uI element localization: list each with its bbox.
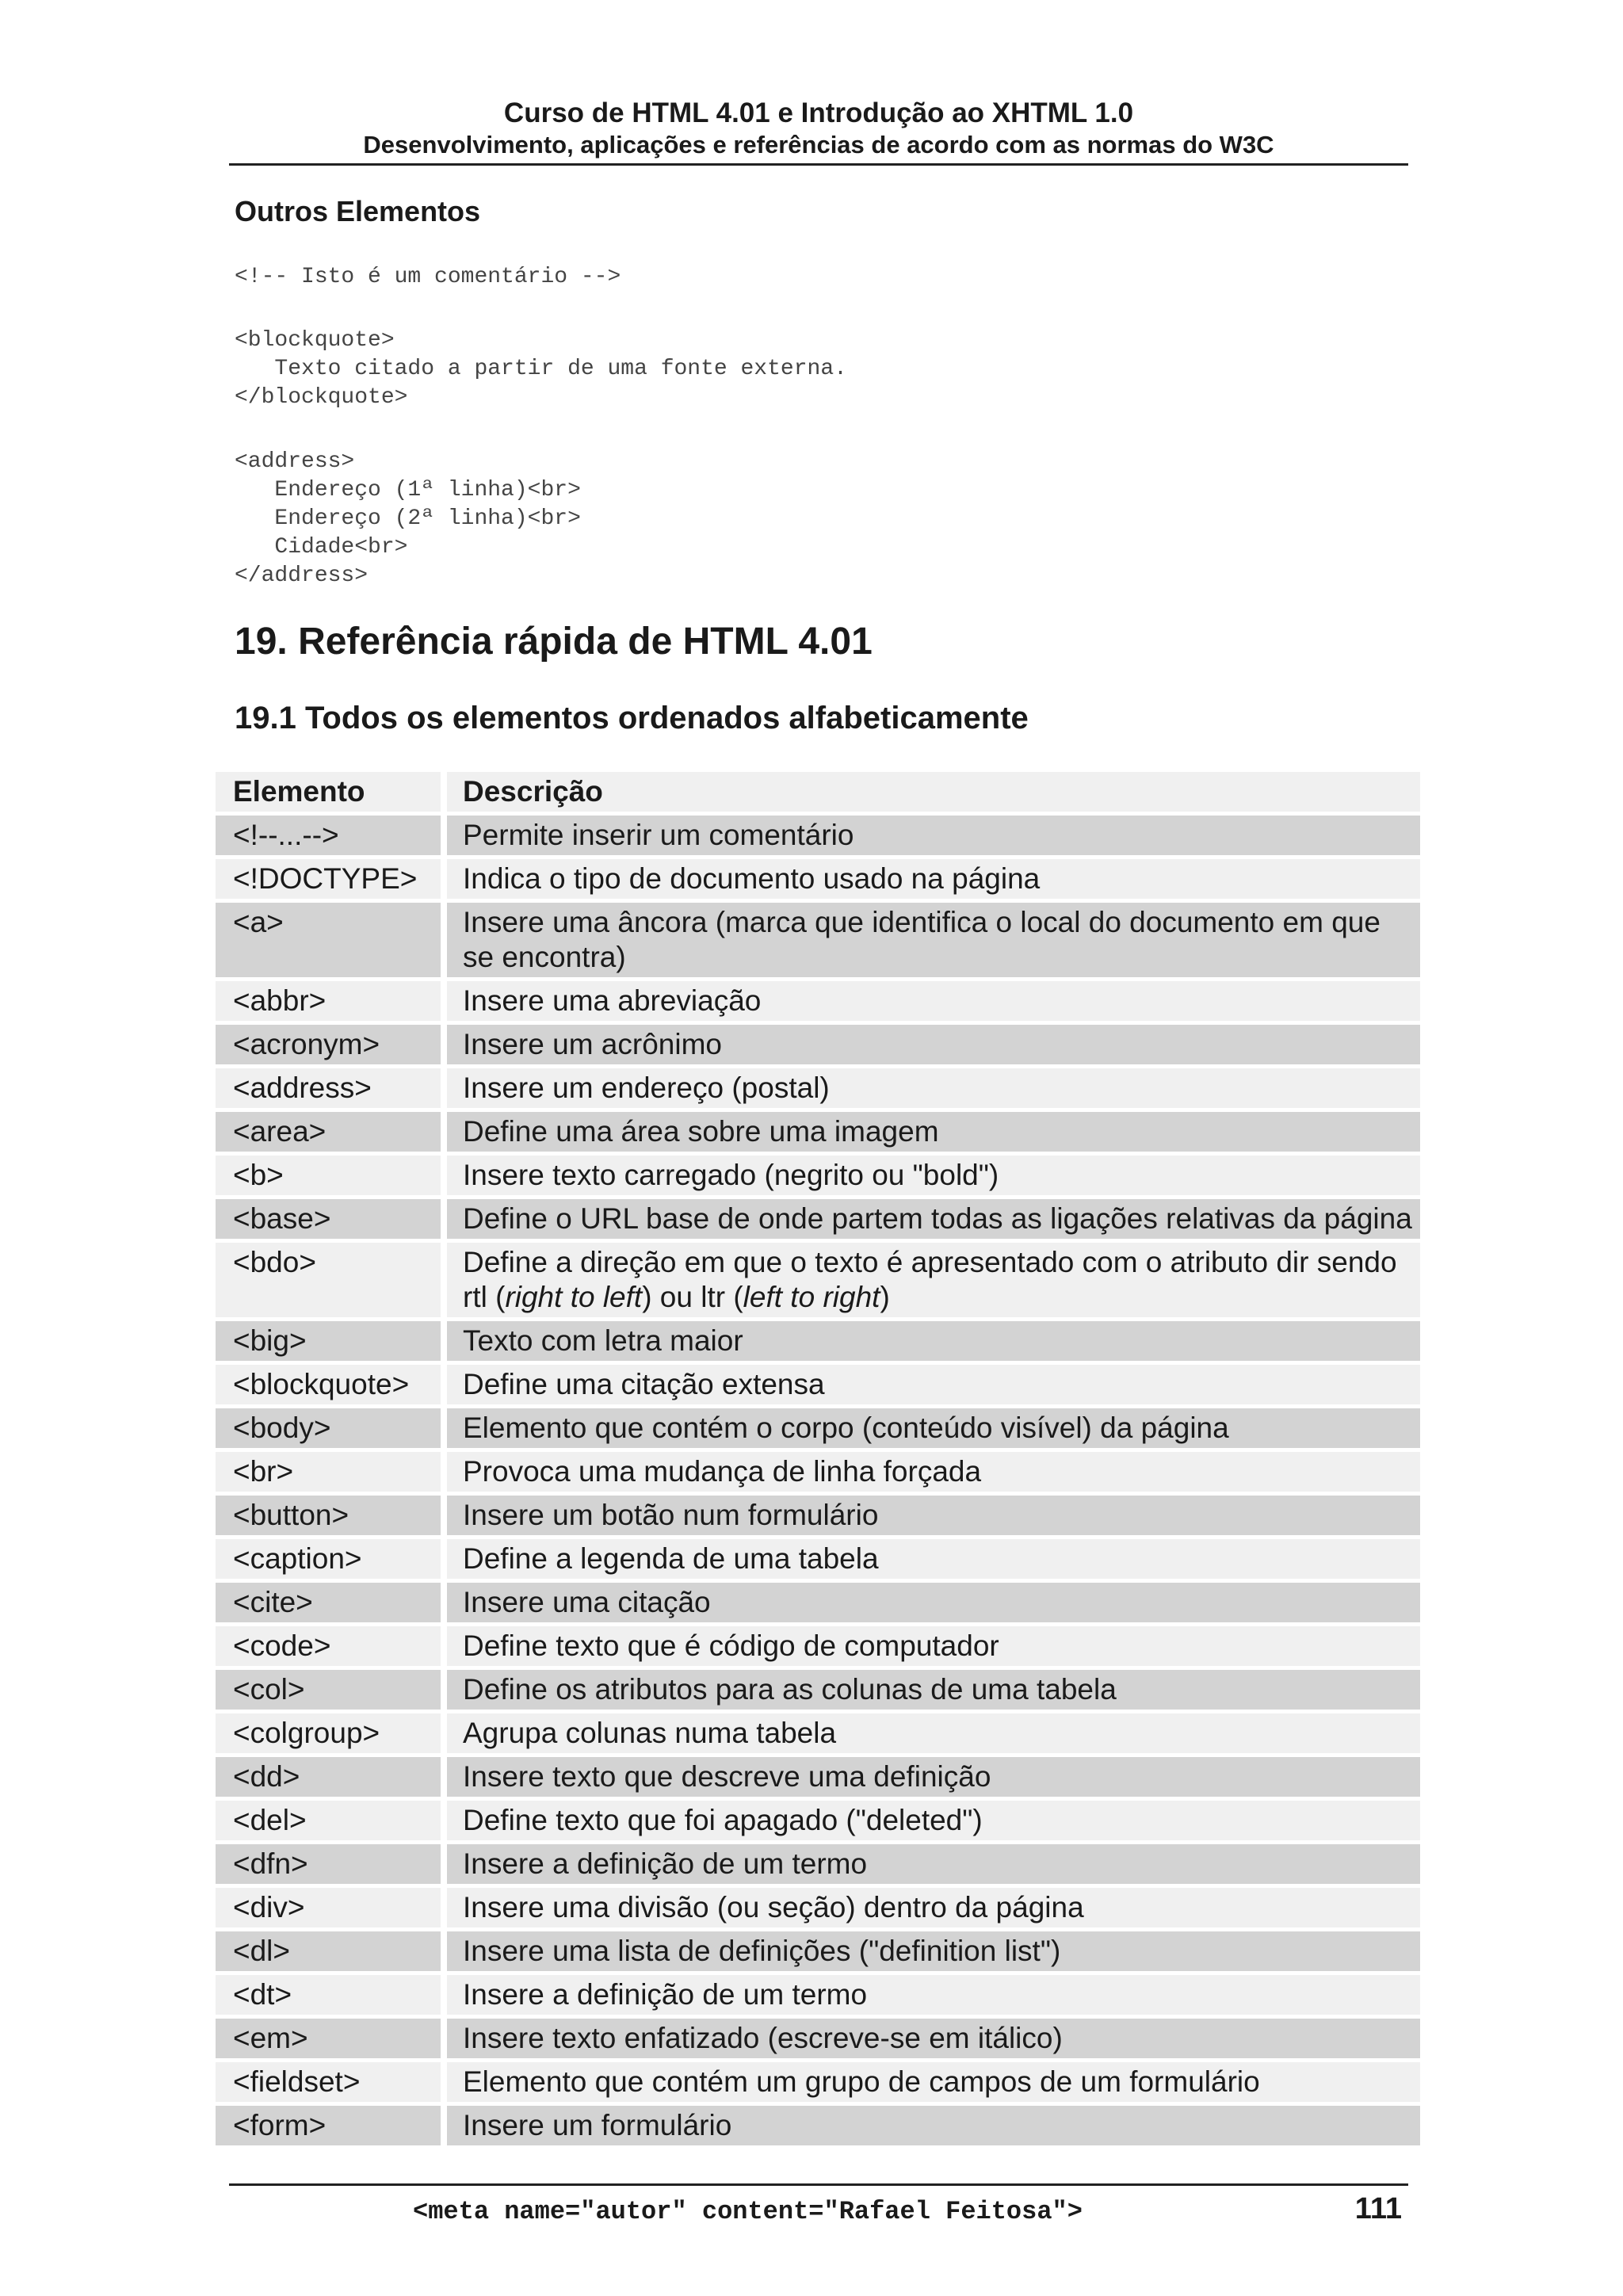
element-cell: <big> bbox=[216, 1321, 441, 1361]
table-row bbox=[216, 1670, 1420, 1710]
code-blockquote: <blockquote> Texto citado a partir de uma fonte externa. </blockquote> bbox=[235, 328, 847, 410]
table-row bbox=[216, 1757, 1420, 1797]
element-cell: <base> bbox=[216, 1199, 441, 1239]
header-title: Curso de HTML 4.01 e Introdução ao XHTML 1.0 bbox=[503, 97, 1134, 128]
description-cell: Elemento que contém um grupo de campos de um formulário bbox=[447, 2062, 1420, 2102]
table-row bbox=[216, 2019, 1420, 2058]
element-cell: <address> bbox=[216, 1068, 441, 1108]
description-cell: Define o URL base de onde partem todas as ligações relativas da página bbox=[447, 1199, 1420, 1239]
table-row bbox=[216, 1975, 1420, 2015]
description-cell: Insere uma abreviação bbox=[447, 981, 1420, 1021]
description-cell: Insere texto carregado (negrito ou "bold") bbox=[447, 1156, 1420, 1195]
table-row bbox=[216, 1844, 1420, 1884]
table-row bbox=[216, 1068, 1420, 1108]
description-cell: Insere um acrônimo bbox=[447, 1025, 1420, 1064]
table-row bbox=[216, 1199, 1420, 1239]
elements-table bbox=[216, 772, 1420, 2149]
element-cell: <acronym> bbox=[216, 1025, 441, 1064]
table-row bbox=[216, 1496, 1420, 1535]
code-address: <address> Endereço (1ª linha)<br> Endereço (2ª linha)<br> Cidade<br> </address> bbox=[235, 449, 581, 588]
description-cell: Define texto que foi apagado ("deleted") bbox=[447, 1801, 1420, 1840]
description-cell: Define uma citação extensa bbox=[447, 1365, 1420, 1404]
description-cell: Insere uma citação bbox=[447, 1583, 1420, 1622]
description-cell: Define texto que é código de computador bbox=[447, 1626, 1420, 1666]
page-header bbox=[229, 97, 1408, 166]
description-cell: Define uma área sobre uma imagem bbox=[447, 1112, 1420, 1152]
description-cell: Provoca uma mudança de linha forçada bbox=[447, 1452, 1420, 1492]
element-cell: <a> bbox=[216, 903, 441, 977]
element-cell: <caption> bbox=[216, 1539, 441, 1579]
table-row bbox=[216, 1156, 1420, 1195]
table-row bbox=[216, 903, 1420, 977]
element-cell: <div> bbox=[216, 1888, 441, 1927]
description-cell: Insere um botão num formulário bbox=[447, 1496, 1420, 1535]
element-cell: <b> bbox=[216, 1156, 441, 1195]
description-cell: Define a direção em que o texto é apresentado com o atributo dir sendo rtl (right to left) ou ltr (left to right) bbox=[447, 1243, 1420, 1317]
table-row bbox=[216, 1539, 1420, 1579]
description-cell: Insere um endereço (postal) bbox=[447, 1068, 1420, 1108]
description-cell: Insere a definição de um termo bbox=[447, 1844, 1420, 1884]
table-header-row bbox=[216, 772, 1420, 812]
header-subtitle: Desenvolvimento, aplicações e referências de acordo com as normas do W3C bbox=[363, 131, 1274, 159]
description-cell: Insere texto que descreve uma definição bbox=[447, 1757, 1420, 1797]
element-cell: <!--...--> bbox=[216, 816, 441, 855]
table-row bbox=[216, 1583, 1420, 1622]
element-cell: <area> bbox=[216, 1112, 441, 1152]
description-cell: Define a legenda de uma tabela bbox=[447, 1539, 1420, 1579]
description-cell: Define os atributos para as colunas de uma tabela bbox=[447, 1670, 1420, 1710]
description-cell: Insere uma âncora (marca que identifica o local do documento em que se encontra) bbox=[447, 903, 1420, 977]
subsection-heading: 19.1 Todos os elementos ordenados alfabeticamente bbox=[235, 701, 1029, 735]
element-cell: <abbr> bbox=[216, 981, 441, 1021]
description-cell: Insere a definição de um termo bbox=[447, 1975, 1420, 2015]
other-elements-title: Outros Elementos bbox=[235, 195, 481, 227]
element-cell: <del> bbox=[216, 1801, 441, 1840]
table-row bbox=[216, 2106, 1420, 2145]
element-cell: <!DOCTYPE> bbox=[216, 859, 441, 899]
element-cell: <cite> bbox=[216, 1583, 441, 1622]
element-cell: <em> bbox=[216, 2019, 441, 2058]
description-cell: Insere um formulário bbox=[447, 2106, 1420, 2145]
description-cell: Texto com letra maior bbox=[447, 1321, 1420, 1361]
table-row bbox=[216, 981, 1420, 1021]
table-row bbox=[216, 2062, 1420, 2102]
table-row bbox=[216, 1408, 1420, 1448]
section-heading: 19. Referência rápida de HTML 4.01 bbox=[235, 621, 873, 663]
description-cell: Permite inserir um comentário bbox=[447, 816, 1420, 855]
table-row bbox=[216, 1801, 1420, 1840]
element-cell: <bdo> bbox=[216, 1243, 441, 1317]
column-header-description: Descrição bbox=[447, 772, 1420, 812]
element-cell: <dl> bbox=[216, 1931, 441, 1971]
footer-meta: <meta name="autor" content="Rafael Feitosa"> bbox=[413, 2197, 1083, 2226]
description-cell: Insere texto enfatizado (escreve-se em itálico) bbox=[447, 2019, 1420, 2058]
table-row bbox=[216, 859, 1420, 899]
table-row bbox=[216, 1321, 1420, 1361]
table-row bbox=[216, 1243, 1420, 1317]
element-cell: <button> bbox=[216, 1496, 441, 1535]
element-cell: <colgroup> bbox=[216, 1713, 441, 1753]
element-cell: <br> bbox=[216, 1452, 441, 1492]
column-header-element: Elemento bbox=[216, 772, 441, 812]
element-cell: <fieldset> bbox=[216, 2062, 441, 2102]
code-comment: <!-- Isto é um comentário --> bbox=[235, 265, 621, 289]
description-cell: Agrupa colunas numa tabela bbox=[447, 1713, 1420, 1753]
element-cell: <form> bbox=[216, 2106, 441, 2145]
table-row bbox=[216, 1626, 1420, 1666]
table-row bbox=[216, 1888, 1420, 1927]
description-cell: Indica o tipo de documento usado na página bbox=[447, 859, 1420, 899]
element-cell: <dt> bbox=[216, 1975, 441, 2015]
table-row bbox=[216, 1713, 1420, 1753]
table-row bbox=[216, 1365, 1420, 1404]
element-cell: <col> bbox=[216, 1670, 441, 1710]
description-cell: Elemento que contém o corpo (conteúdo visível) da página bbox=[447, 1408, 1420, 1448]
description-cell: Insere uma divisão (ou seção) dentro da página bbox=[447, 1888, 1420, 1927]
page-footer bbox=[229, 2183, 1408, 2226]
element-cell: <dfn> bbox=[216, 1844, 441, 1884]
description-cell: Insere uma lista de definições ("definition list") bbox=[447, 1931, 1420, 1971]
element-cell: <body> bbox=[216, 1408, 441, 1448]
table-row bbox=[216, 1452, 1420, 1492]
table-row bbox=[216, 816, 1420, 855]
element-cell: <code> bbox=[216, 1626, 441, 1666]
table-row bbox=[216, 1112, 1420, 1152]
table-row bbox=[216, 1931, 1420, 1971]
element-cell: <blockquote> bbox=[216, 1365, 441, 1404]
element-cell: <dd> bbox=[216, 1757, 441, 1797]
table-row bbox=[216, 1025, 1420, 1064]
page-number: 111 bbox=[1354, 2192, 1402, 2225]
